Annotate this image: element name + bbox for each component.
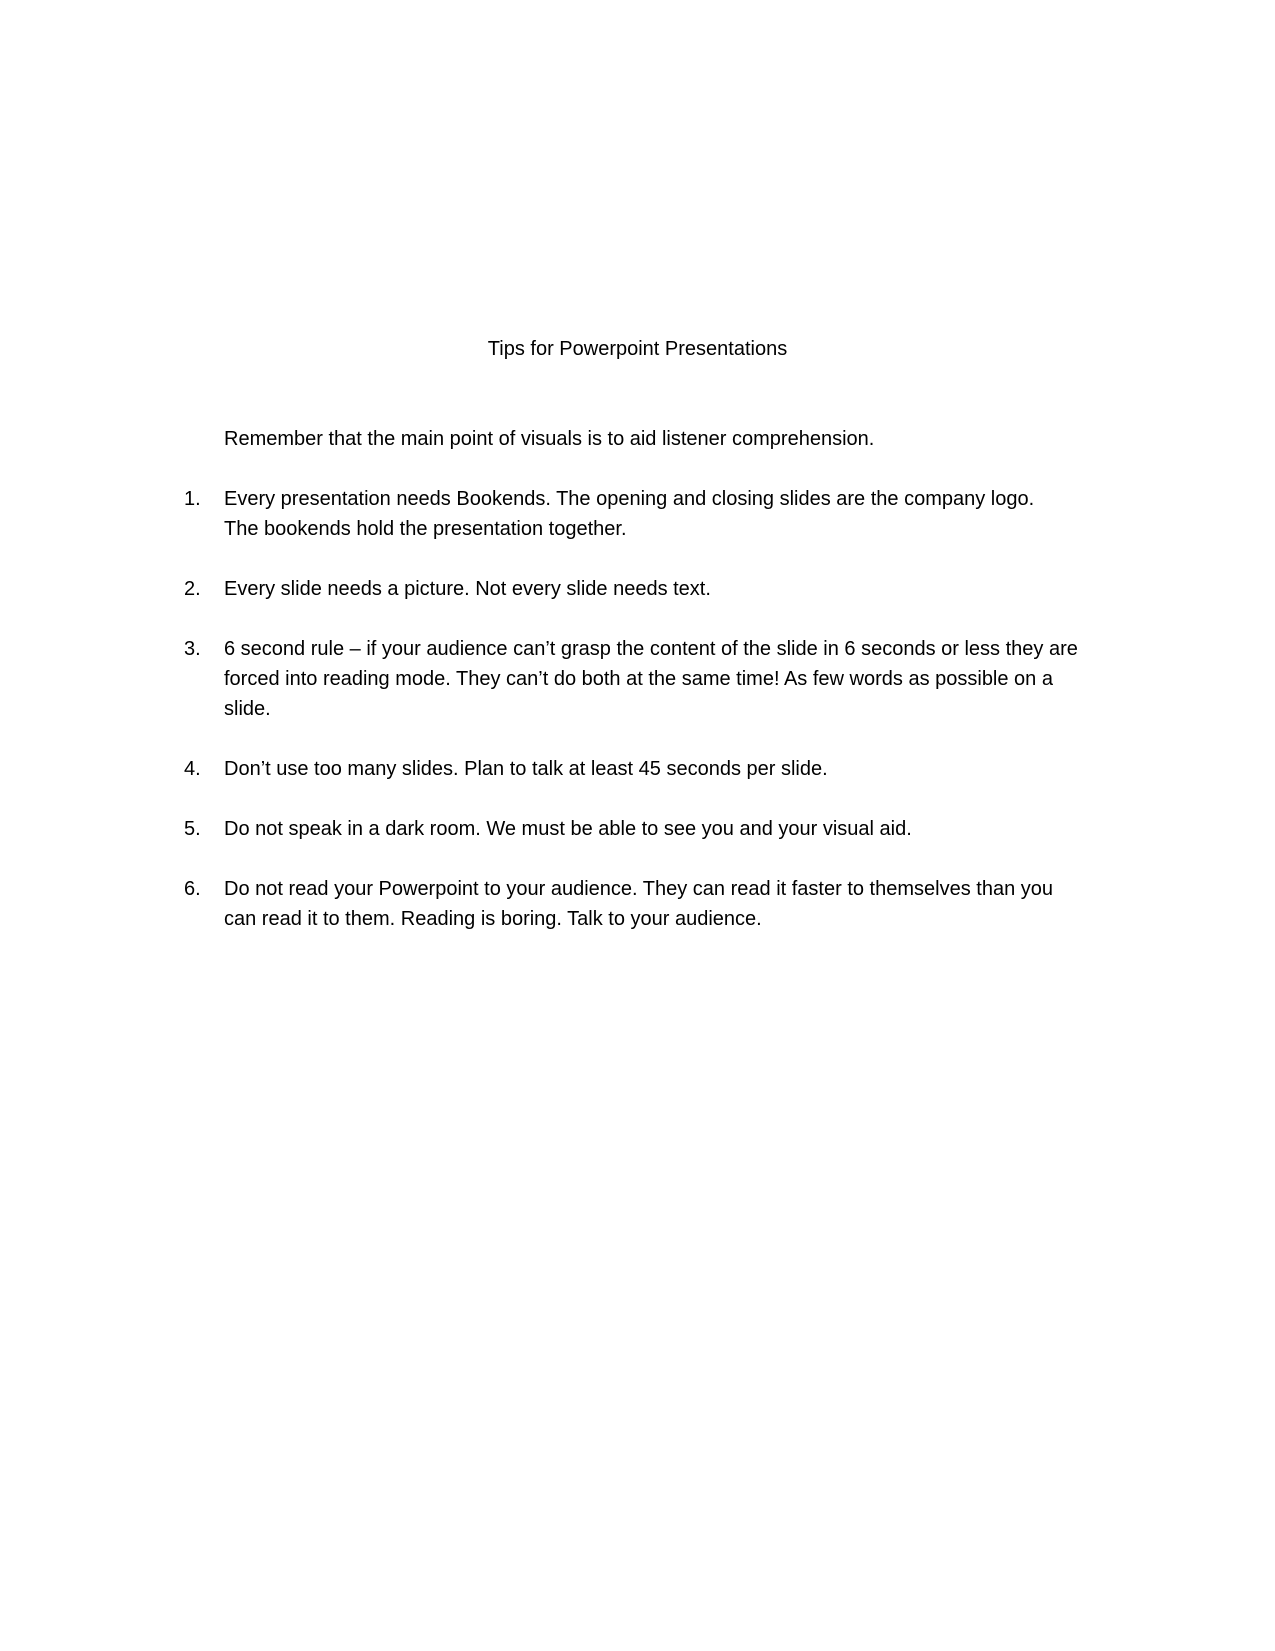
tips-list bbox=[184, 484, 1124, 964]
text-line: slide. bbox=[224, 698, 271, 720]
intro-paragraph: Remember that the main point of visuals is to aid listener comprehension. bbox=[224, 428, 875, 450]
list-item bbox=[184, 754, 1124, 784]
list-item-number: 4. bbox=[184, 758, 201, 780]
list-item bbox=[184, 814, 1124, 844]
list-item-text bbox=[224, 634, 1124, 724]
list-item-text bbox=[224, 874, 1124, 934]
text-line: Do not read your Powerpoint to your audience. They can read it faster to themselves than you bbox=[224, 878, 1053, 900]
list-item-text bbox=[224, 484, 1124, 544]
text-line: Every slide needs a picture. Not every slide needs text. bbox=[224, 578, 711, 600]
list-item-number: 3. bbox=[184, 638, 201, 660]
list-item bbox=[184, 634, 1124, 724]
list-item-text bbox=[224, 814, 1124, 844]
list-item-number: 2. bbox=[184, 578, 201, 600]
list-item-number: 1. bbox=[184, 488, 201, 510]
text-line: Don’t use too many slides. Plan to talk at least 45 seconds per slide. bbox=[224, 758, 828, 780]
text-line: Do not speak in a dark room. We must be able to see you and your visual aid. bbox=[224, 818, 912, 840]
list-item bbox=[184, 484, 1124, 544]
list-item-text bbox=[224, 754, 1124, 784]
list-item bbox=[184, 574, 1124, 604]
list-item-text bbox=[224, 574, 1124, 604]
list-item-number: 6. bbox=[184, 878, 201, 900]
text-line: forced into reading mode. They can’t do both at the same time! As few words as possible on a bbox=[224, 668, 1053, 690]
list-item bbox=[184, 874, 1124, 934]
page-title: Tips for Powerpoint Presentations bbox=[487, 338, 788, 360]
list-item-number: 5. bbox=[184, 818, 201, 840]
text-line: can read it to them. Reading is boring. Talk to your audience. bbox=[224, 908, 762, 930]
text-line: Every presentation needs Bookends. The opening and closing slides are the company logo. bbox=[224, 488, 1035, 510]
text-line: 6 second rule – if your audience can’t grasp the content of the slide in 6 seconds or less they are bbox=[224, 638, 1078, 660]
text-line: The bookends hold the presentation together. bbox=[224, 518, 627, 540]
